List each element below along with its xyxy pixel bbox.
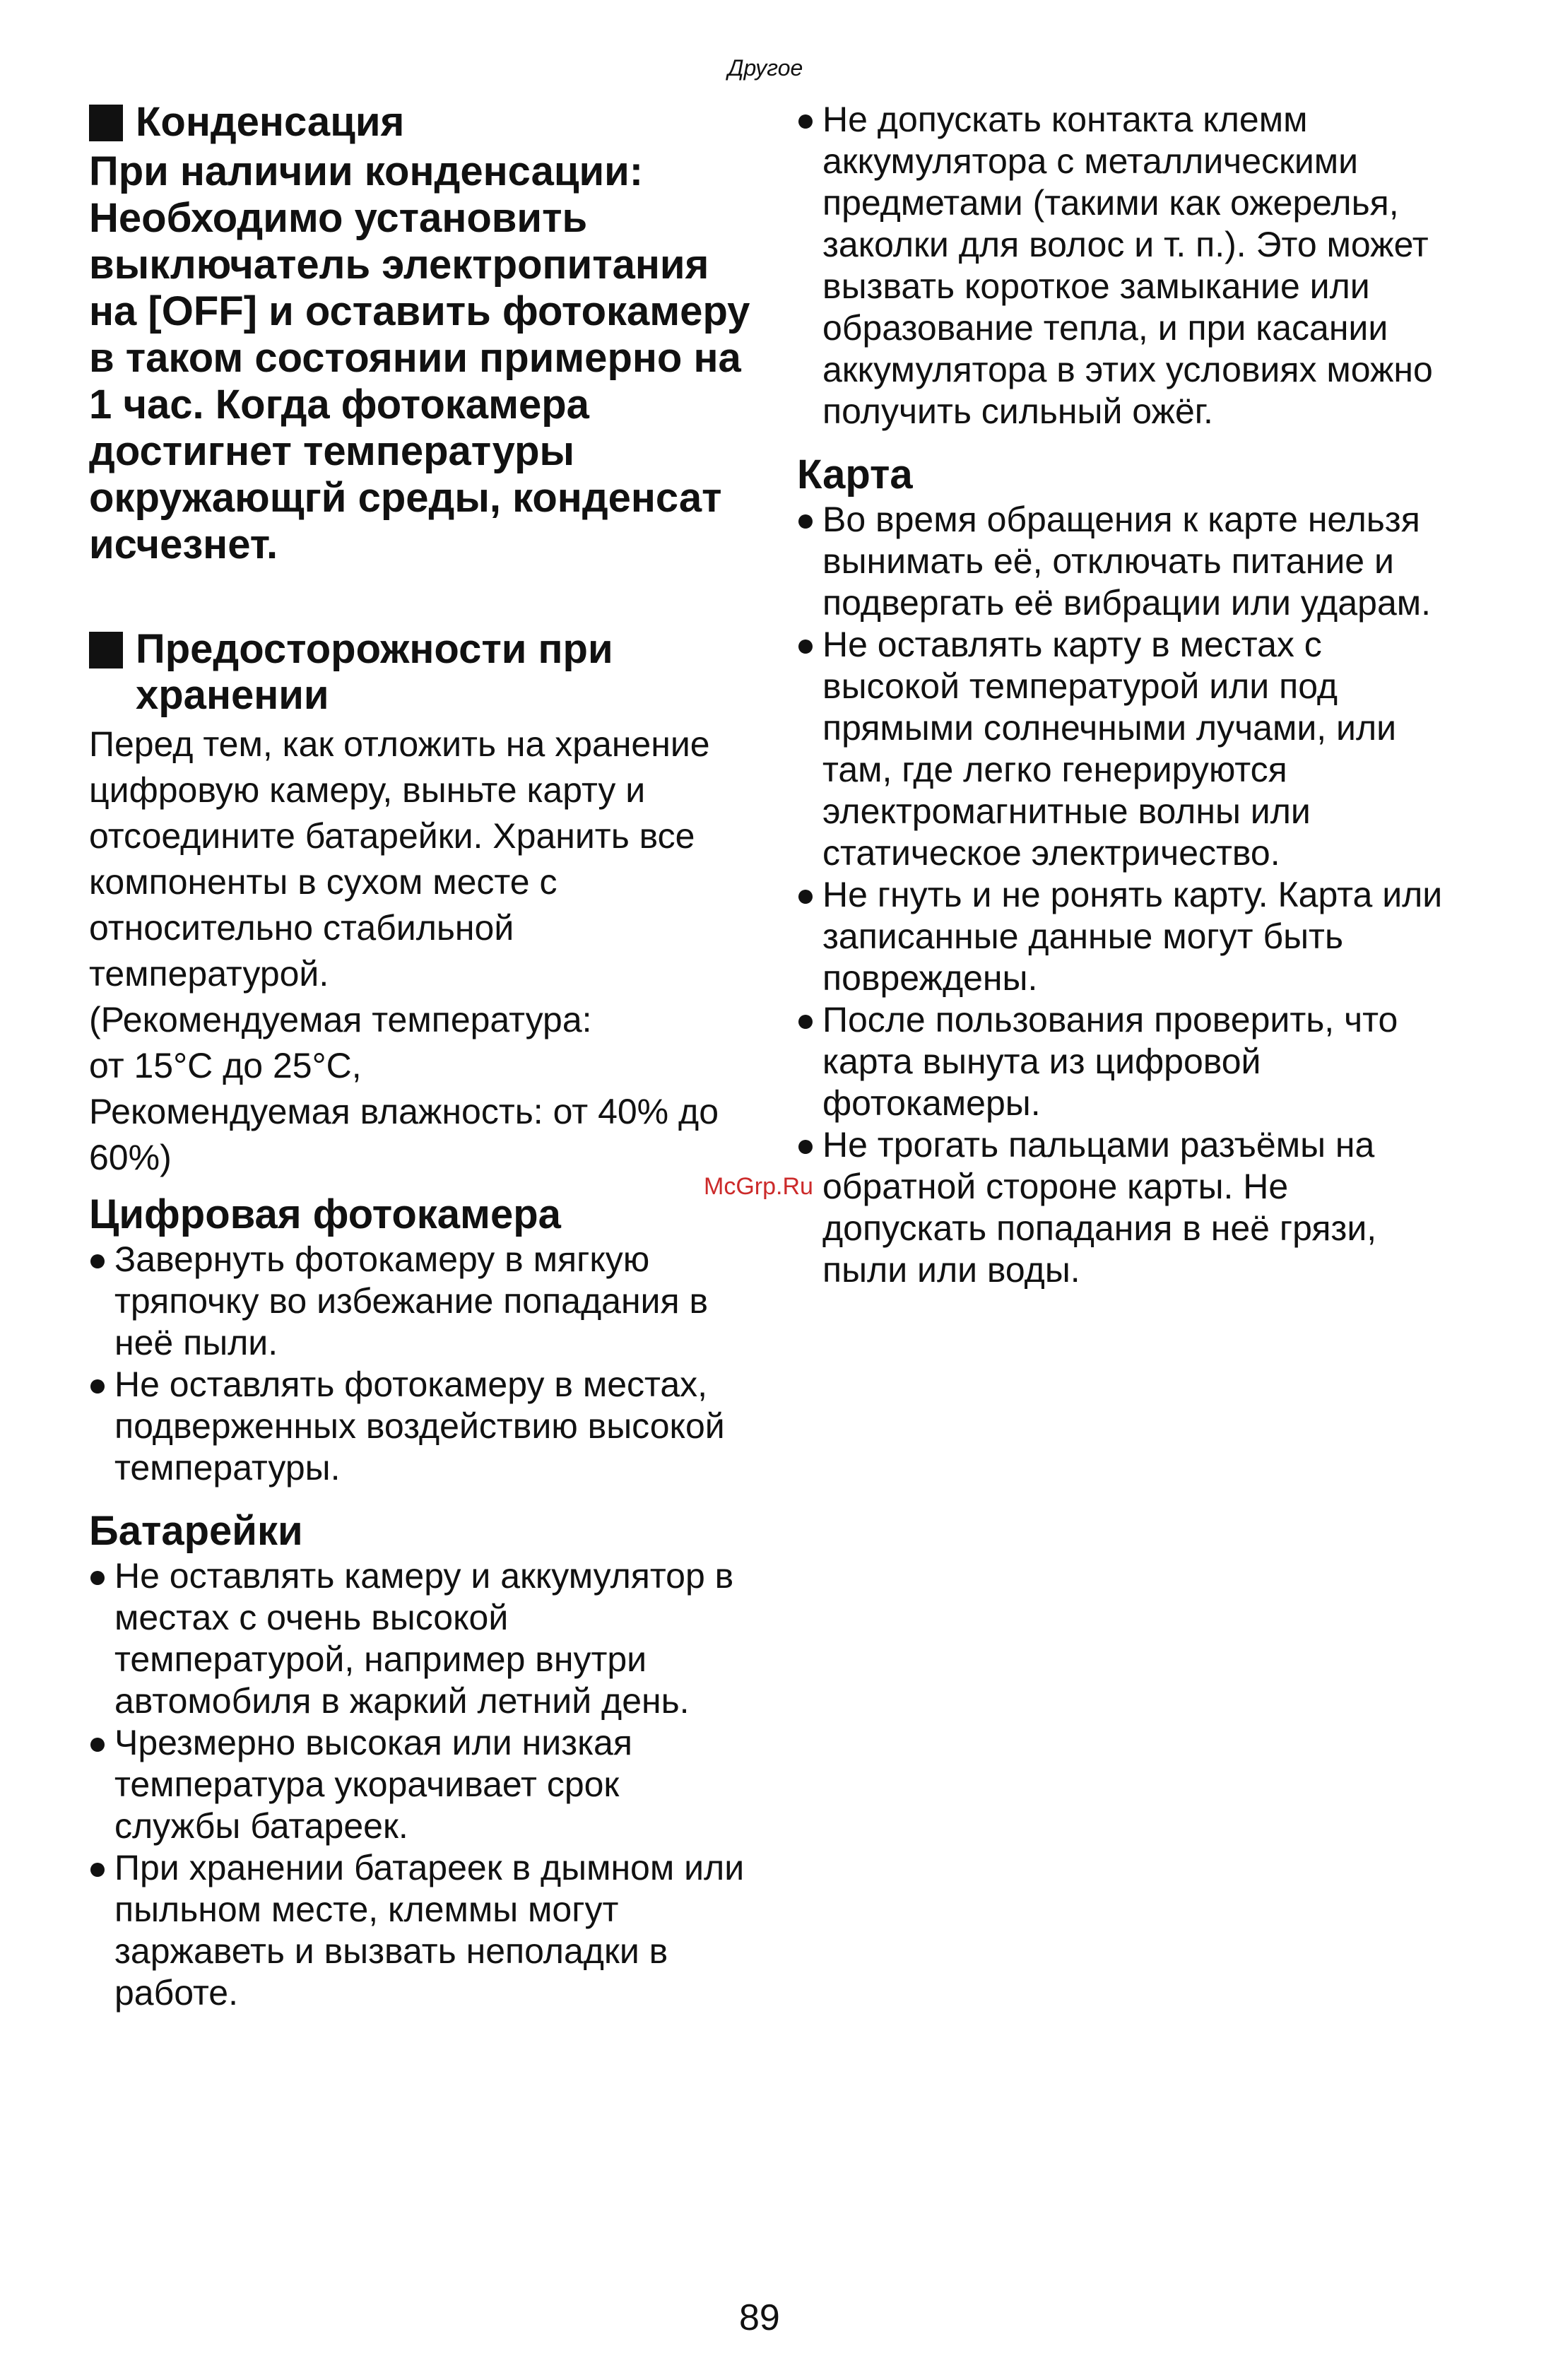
condensation-heading [89,99,753,146]
running-header: Другое [728,55,803,81]
list-item: Не гнуть и не ронять карту. Карта или записанные данные могут быть повреждены. [797,874,1461,999]
card-list [797,499,1461,1291]
list-item: Во время обращения к карте нельзя вынимать её, отключать питание и подвергать её вибрации или ударам. [797,499,1461,624]
list-item: Не оставлять карту в местах с высокой температурой или под прямыми солнечными лучами, или там, где легко генерируются электромагнитные волны или статическое электричество. [797,624,1461,874]
storage-heading-text [136,626,613,719]
list-item: Чрезмерно высокая или низкая температура укорачивает срок службы батареек. [89,1722,753,1847]
batteries-heading: Батарейки [89,1507,303,1554]
list-item: Не допускать контакта клемм аккумулятора с металлическими предметами (такими как ожерелья, заколки для волос и т. п.). Это может вызвать короткое замыкание или образование тепла, и при касании аккумулятора в этих условиях можно получить сильный ожёг. [797,99,1461,432]
batteries-list [89,1555,753,2014]
storage-heading-line1: Предосторожности при [136,625,613,672]
left-column [89,99,753,2014]
recommended-temperature-range: от 15°C до 25°C, [89,1045,362,1085]
storage-heading-line2: хранении [136,672,329,719]
square-bullet-icon [89,632,123,668]
list-item: Не трогать пальцами разъёмы на обратной стороне карты. Не допускать попадания в неё грязи, пыли или воды. [797,1124,1461,1291]
battery-continued-list [797,99,1461,432]
condensation-text: При наличии конденсации: Необходимо установить выключатель электропитания на [OFF] и оставить фотокамеру в таком состоянии примерно на 1 час. Когда фотокамера достигнет температуры окружающгй среды, конденсат исчезнет. [89,148,750,567]
storage-paragraph: Перед тем, как отложить на хранение цифровую камеру, выньте карту и отсоедините батарейки. Хранить все компоненты в сухом месте с относительно стабильной температурой. [89,724,710,994]
list-item: После пользования проверить, что карта вынута из цифровой фотокамеры. [797,999,1461,1124]
page-number: 89 [739,2297,780,2338]
watermark: McGrp.Ru [704,1173,813,1200]
recommended-humidity: Рекомендуемая влажность: от 40% до 60%) [89,1091,719,1177]
square-bullet-icon [89,105,123,141]
camera-heading: Цифровая фотокамера [89,1191,561,1237]
card-heading: Карта [797,452,913,497]
recommended-temperature-label: (Рекомендуемая температура: [89,999,592,1039]
condensation-heading-text: Конденсация [136,99,405,145]
camera-list [89,1239,753,1489]
list-item: При хранении батареек в дымном или пыльном месте, клеммы могут заржаветь и вызвать неполадки в работе. [89,1847,753,2014]
storage-heading [89,626,753,719]
right-column [797,99,1461,1291]
list-item: Завернуть фотокамеру в мягкую тряпочку во избежание попадания в неё пыли. [89,1239,753,1364]
list-item: Не оставлять камеру и аккумулятор в местах с очень высокой температурой, например внутри автомобиля в жаркий летний день. [89,1555,753,1722]
list-item: Не оставлять фотокамеру в местах, подверженных воздействию высокой температуры. [89,1364,753,1489]
storage-recommendation [89,997,753,1181]
